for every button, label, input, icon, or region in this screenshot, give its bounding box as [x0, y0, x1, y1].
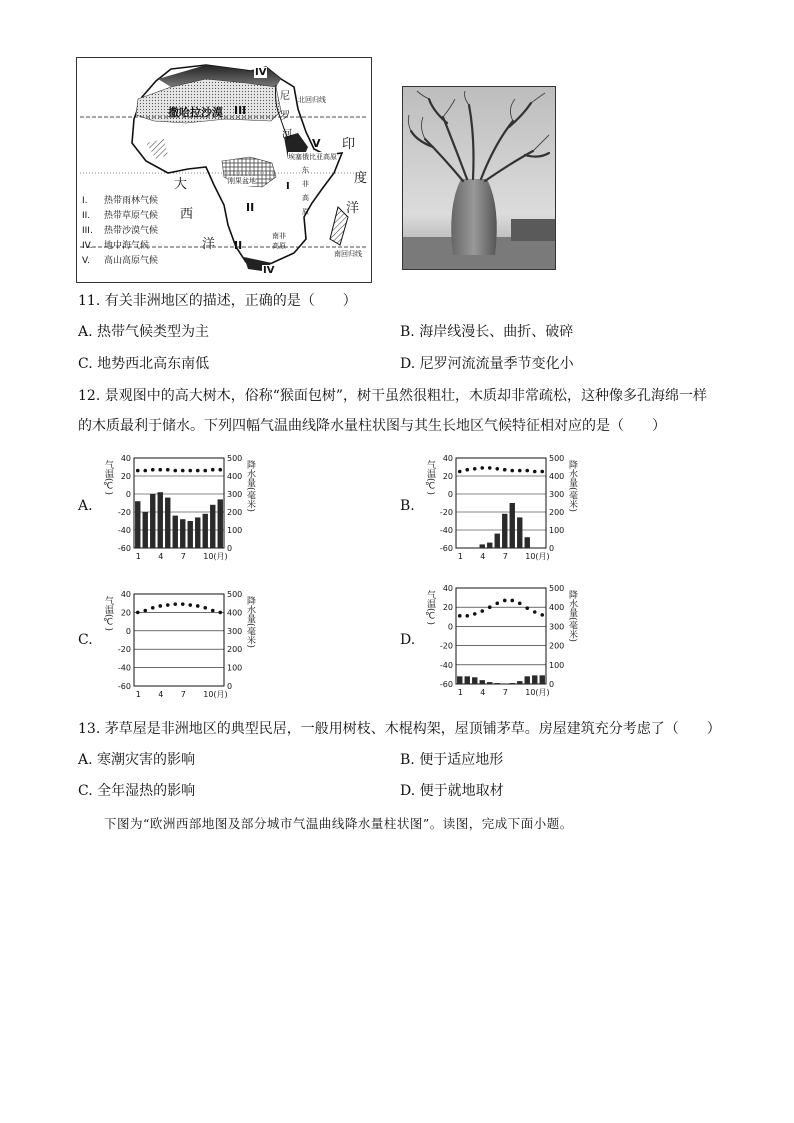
option-key: D.	[400, 632, 416, 648]
precip-tick-label: 200	[549, 508, 565, 517]
temp-tick-label: -60	[117, 544, 131, 553]
precip-tick-label: 0	[549, 680, 555, 689]
temp-tick-label: -20	[439, 641, 453, 651]
temp-point	[151, 606, 155, 610]
q13-option-a[interactable]	[78, 750, 195, 770]
temp-point	[158, 604, 162, 608]
label-roman-I: I	[286, 181, 290, 192]
temp-tick-label: 20	[120, 608, 131, 618]
precip-bar	[540, 675, 545, 684]
temp-point	[488, 605, 492, 609]
precip-bar	[465, 676, 470, 684]
label-roman-V: V	[312, 137, 321, 150]
temp-tick-label: 0	[447, 490, 453, 499]
question-number: 12.	[78, 388, 101, 404]
option-key: B.	[400, 498, 415, 514]
label-congo-basin: 刚果盆地	[228, 177, 256, 185]
legend-num: II.	[82, 211, 91, 221]
plot-frame	[456, 458, 546, 548]
label-south-africa-1: 南非	[272, 232, 286, 240]
temp-point	[540, 470, 544, 474]
precip-bar	[495, 534, 500, 548]
x-tick-label: 10(月)	[525, 552, 550, 561]
precip-tick-label: 300	[227, 490, 243, 499]
option-key: A.	[78, 752, 93, 768]
temp-point	[525, 469, 529, 473]
legend-item	[82, 193, 192, 208]
precip-bar	[457, 676, 462, 684]
baobab-tree-image	[403, 87, 555, 269]
label-nile-he: 河	[282, 129, 292, 140]
question-number: 11.	[78, 293, 101, 309]
next-section-intro: 下图为“欧洲西部地图及部分城市气温曲线降水量柱状图”。读图，完成下面小题。	[104, 816, 573, 831]
question-text: 的木质最利于储水。下列四幅气温曲线降水量柱状图与其生长地区气候特征相对应的是（ ）	[78, 418, 666, 434]
temp-axis-title: 气温(℃)	[103, 596, 113, 632]
x-tick-label: 1	[135, 552, 141, 561]
option-key: C.	[78, 783, 93, 799]
precip-bar	[487, 543, 492, 548]
label-roman-III-north: III	[234, 104, 247, 117]
precip-tick-label: 0	[227, 682, 233, 691]
temp-point	[540, 613, 544, 617]
question-text: 茅草屋是非洲地区的典型民居，一般用树枝、木棍构架，屋顶铺茅草。房屋建筑充分考虑了（ ）	[104, 721, 721, 737]
label-tropic-capricorn: 南回归线	[334, 250, 362, 258]
x-tick-label: 1	[457, 552, 463, 561]
temp-tick-label: -20	[117, 508, 131, 517]
plot-frame	[456, 588, 546, 684]
precip-bar	[203, 514, 208, 548]
precip-axis-title: 降水量(毫米)	[245, 596, 255, 649]
precip-bar	[210, 505, 215, 548]
temp-axis-title: 气温(℃)	[425, 460, 435, 496]
temp-axis-title: 气温(℃)	[103, 460, 113, 496]
label-roman-IV-south: IV	[263, 265, 275, 276]
temp-point	[503, 468, 507, 472]
temp-point	[218, 468, 222, 472]
option-text: 全年湿热的影响	[97, 783, 196, 799]
label-ethiopia: 埃塞俄比亚高原	[288, 153, 337, 161]
legend-num: V.	[82, 256, 90, 266]
temp-point	[151, 468, 155, 472]
label-atlantic-3: 洋	[202, 237, 216, 252]
precip-bar	[180, 519, 185, 548]
temp-point	[480, 466, 484, 470]
precip-tick-label: 0	[549, 544, 555, 553]
temp-point	[196, 469, 200, 473]
label-roman-II-south: II	[234, 239, 243, 252]
x-tick-label: 4	[158, 690, 164, 699]
temp-tick-label: -40	[439, 526, 453, 535]
x-tick-label: 1	[457, 688, 463, 697]
precip-bar	[480, 544, 485, 548]
option-text: 便于就地取材	[419, 783, 504, 799]
label-nile-ni: 尼	[280, 91, 290, 102]
precip-axis-title: 降水量(毫米)	[567, 460, 577, 513]
temp-point	[203, 606, 207, 610]
temp-point	[173, 602, 177, 606]
temp-tick-label: -40	[439, 660, 453, 670]
climate-chart-c	[96, 584, 256, 706]
climate-chart-b	[418, 448, 578, 568]
label-indian-2: 度	[354, 171, 368, 186]
precip-tick-label: 100	[549, 660, 565, 670]
precip-tick-label: 500	[227, 454, 243, 463]
q12-option-c[interactable]	[78, 630, 93, 650]
temp-tick-label: 20	[442, 603, 453, 613]
precip-tick-label: 500	[549, 454, 565, 463]
temp-point	[495, 602, 499, 606]
climate-chart-d	[418, 578, 578, 704]
precip-tick-label: 300	[227, 626, 243, 636]
precip-bar	[158, 492, 163, 548]
precip-bar	[487, 682, 492, 684]
temp-point	[518, 602, 522, 606]
temp-tick-label: -60	[439, 544, 453, 553]
temp-point	[465, 614, 469, 618]
question-13-stem	[78, 719, 721, 739]
x-tick-label: 10(月)	[203, 690, 228, 699]
q13-option-b[interactable]	[400, 750, 503, 770]
precip-bar	[517, 681, 522, 684]
precip-tick-label: 500	[227, 590, 243, 599]
precip-tick-label: 200	[549, 641, 565, 651]
temp-point	[181, 469, 185, 473]
question-11-stem	[78, 291, 357, 311]
temp-point	[480, 609, 484, 613]
precip-tick-label: 200	[227, 645, 243, 655]
temp-tick-label: 0	[125, 626, 131, 636]
precip-tick-label: 400	[549, 472, 565, 481]
x-tick-label: 7	[502, 552, 508, 561]
precip-bar	[218, 499, 223, 548]
temp-tick-label: -20	[117, 645, 131, 655]
map-legend	[82, 193, 192, 268]
label-nile-luo: 罗	[280, 111, 290, 122]
label-south-africa-2: 高原	[272, 242, 286, 250]
temp-point	[173, 469, 177, 473]
precip-bar	[510, 683, 515, 684]
label-roman-IV-north: IV	[255, 67, 267, 78]
precip-bar	[480, 680, 485, 684]
option-key: C.	[78, 632, 93, 648]
legend-item	[82, 253, 192, 268]
temp-point	[510, 469, 514, 473]
x-tick-label: 7	[180, 690, 186, 699]
temp-point	[188, 469, 192, 473]
precip-bar	[135, 501, 140, 548]
question-12-stem-line1	[78, 386, 707, 406]
plot-frame	[134, 594, 224, 686]
temp-point	[136, 469, 140, 473]
question-number: 13.	[78, 721, 101, 737]
legend-num: IV.	[82, 241, 93, 251]
precip-bar	[472, 677, 477, 684]
x-tick-label: 1	[135, 690, 141, 699]
precip-bar	[188, 521, 193, 548]
legend-num: I.	[82, 196, 88, 206]
x-tick-label: 7	[180, 552, 186, 561]
temp-point	[188, 603, 192, 607]
baobab-photo	[402, 86, 556, 270]
legend-item	[82, 223, 192, 238]
temp-point	[533, 470, 537, 474]
temp-point	[488, 466, 492, 470]
x-tick-label: 4	[480, 552, 486, 561]
question-12-stem-line2	[78, 416, 666, 436]
x-tick-label: 10(月)	[525, 688, 550, 697]
temp-tick-label: 40	[442, 454, 453, 463]
q13-option-d[interactable]	[400, 781, 504, 801]
temp-point	[143, 469, 147, 473]
option-key: B.	[400, 752, 415, 768]
temp-point	[473, 612, 477, 616]
q12-option-a[interactable]	[78, 496, 93, 516]
precip-bar	[510, 503, 515, 548]
precip-bar	[532, 675, 537, 684]
label-indian-1: 印	[342, 137, 356, 152]
option-text: 海岸线漫长、曲折、破碎	[419, 324, 574, 340]
temp-point	[473, 467, 477, 471]
precip-bar	[495, 683, 500, 684]
legend-text: 地中海气候	[104, 241, 150, 251]
q11-option-b[interactable]	[400, 322, 573, 342]
legend-num: III.	[82, 226, 93, 236]
temp-point	[510, 599, 514, 603]
temp-point	[218, 611, 222, 615]
option-text: 热带气候类型为主	[97, 324, 210, 340]
label-atlantic-2: 西	[180, 207, 194, 222]
option-key: D.	[400, 783, 416, 799]
temp-point	[211, 609, 215, 613]
precip-tick-label: 400	[227, 472, 243, 481]
precip-tick-label: 300	[549, 490, 565, 499]
temp-tick-label: -60	[117, 682, 131, 691]
x-tick-label: 7	[502, 688, 508, 697]
precip-tick-label: 400	[549, 603, 565, 613]
temp-tick-label: -40	[117, 663, 131, 673]
temp-point	[503, 599, 507, 603]
precip-tick-label: 500	[549, 584, 565, 593]
temp-point	[136, 611, 140, 615]
temp-tick-label: 20	[442, 472, 453, 481]
legend-text: 热带雨林气候	[104, 196, 159, 206]
precip-tick-label: 300	[549, 622, 565, 632]
option-key: A.	[78, 498, 93, 514]
question-text: 有关非洲地区的描述，正确的是（ ）	[104, 293, 357, 309]
climate-chart-a	[96, 448, 256, 568]
x-tick-label: 4	[480, 688, 486, 697]
option-text: 寒潮灾害的影响	[97, 752, 196, 768]
precip-bar	[173, 516, 178, 548]
temp-tick-label: 40	[442, 584, 453, 593]
label-indian-3: 洋	[346, 201, 360, 216]
temp-point	[465, 468, 469, 472]
x-tick-label: 10(月)	[203, 552, 228, 561]
option-text: 地势西北高东南低	[97, 356, 210, 372]
q11-option-d[interactable]	[400, 354, 574, 374]
temp-tick-label: -60	[439, 680, 453, 689]
temp-point	[458, 614, 462, 618]
precip-tick-label: 100	[227, 526, 243, 535]
temp-tick-label: 20	[120, 472, 131, 481]
label-east-africa-3: 高	[302, 194, 309, 202]
q11-option-a[interactable]	[78, 322, 209, 342]
precip-axis-title: 降水量(毫米)	[245, 460, 255, 513]
option-key: B.	[400, 324, 415, 340]
q11-option-c[interactable]	[78, 354, 209, 374]
q13-option-c[interactable]	[78, 781, 195, 801]
temp-point	[181, 602, 185, 606]
label-atlantic-1: 大	[174, 177, 188, 192]
temp-point	[166, 468, 170, 472]
precip-bar	[525, 676, 530, 684]
temp-point	[533, 610, 537, 614]
temp-point	[211, 468, 215, 472]
temp-point	[166, 603, 170, 607]
label-east-africa-4: 原	[302, 208, 309, 216]
temp-tick-label: 0	[125, 490, 131, 499]
x-tick-label: 4	[158, 552, 164, 561]
precip-tick-label: 100	[549, 526, 565, 535]
q12-option-d[interactable]	[400, 630, 415, 650]
precip-tick-label: 100	[227, 663, 243, 673]
option-key: D.	[400, 356, 416, 372]
label-tropic-cancer: 北回归线	[298, 96, 326, 104]
legend-text: 高山高原气候	[104, 256, 159, 266]
precip-bar	[150, 494, 155, 548]
precip-bar	[525, 537, 530, 548]
option-key: A.	[78, 324, 93, 340]
precip-bar	[502, 514, 507, 548]
temp-point	[158, 468, 162, 472]
precip-tick-label: 200	[227, 508, 243, 517]
temp-axis-title: 气温(℃)	[425, 590, 435, 626]
legend-item	[82, 238, 192, 253]
temp-tick-label: 40	[120, 454, 131, 463]
temp-tick-label: 0	[447, 622, 453, 632]
legend-item	[82, 208, 192, 223]
temp-tick-label: 40	[120, 590, 131, 599]
precip-bar	[165, 498, 170, 548]
temp-tick-label: -20	[439, 508, 453, 517]
temp-point	[143, 609, 147, 613]
precip-bar	[517, 517, 522, 548]
precip-bar	[143, 512, 148, 548]
precip-tick-label: 400	[227, 608, 243, 618]
option-text: 尼罗河流流量季节变化小	[419, 356, 574, 372]
temp-tick-label: -40	[117, 526, 131, 535]
label-sahara: 撒哈拉沙漠	[168, 106, 223, 119]
option-text: 便于适应地形	[419, 752, 504, 768]
temp-point	[458, 470, 462, 474]
option-key: C.	[78, 356, 93, 372]
q12-option-b[interactable]	[400, 496, 415, 516]
temp-point	[525, 606, 529, 610]
precip-tick-label: 0	[227, 544, 233, 553]
africa-climate-map	[76, 57, 372, 283]
temp-point	[203, 469, 207, 473]
legend-text: 热带草原气候	[104, 211, 159, 221]
legend-text: 热带沙漠气候	[104, 226, 159, 236]
label-east-africa-2: 非	[302, 180, 309, 188]
precip-bar	[195, 517, 200, 548]
precip-axis-title: 降水量(毫米)	[567, 590, 577, 643]
temp-point	[518, 469, 522, 473]
temp-point	[495, 467, 499, 471]
temp-point	[196, 604, 200, 608]
question-text: 景观图中的高大树木，俗称“猴面包树”，树干虽然很粗壮，木质却非常疏松，这种像多孔海绵一样	[104, 388, 708, 404]
label-east-africa-1: 东	[302, 166, 309, 174]
label-roman-II-center: II	[246, 201, 255, 214]
